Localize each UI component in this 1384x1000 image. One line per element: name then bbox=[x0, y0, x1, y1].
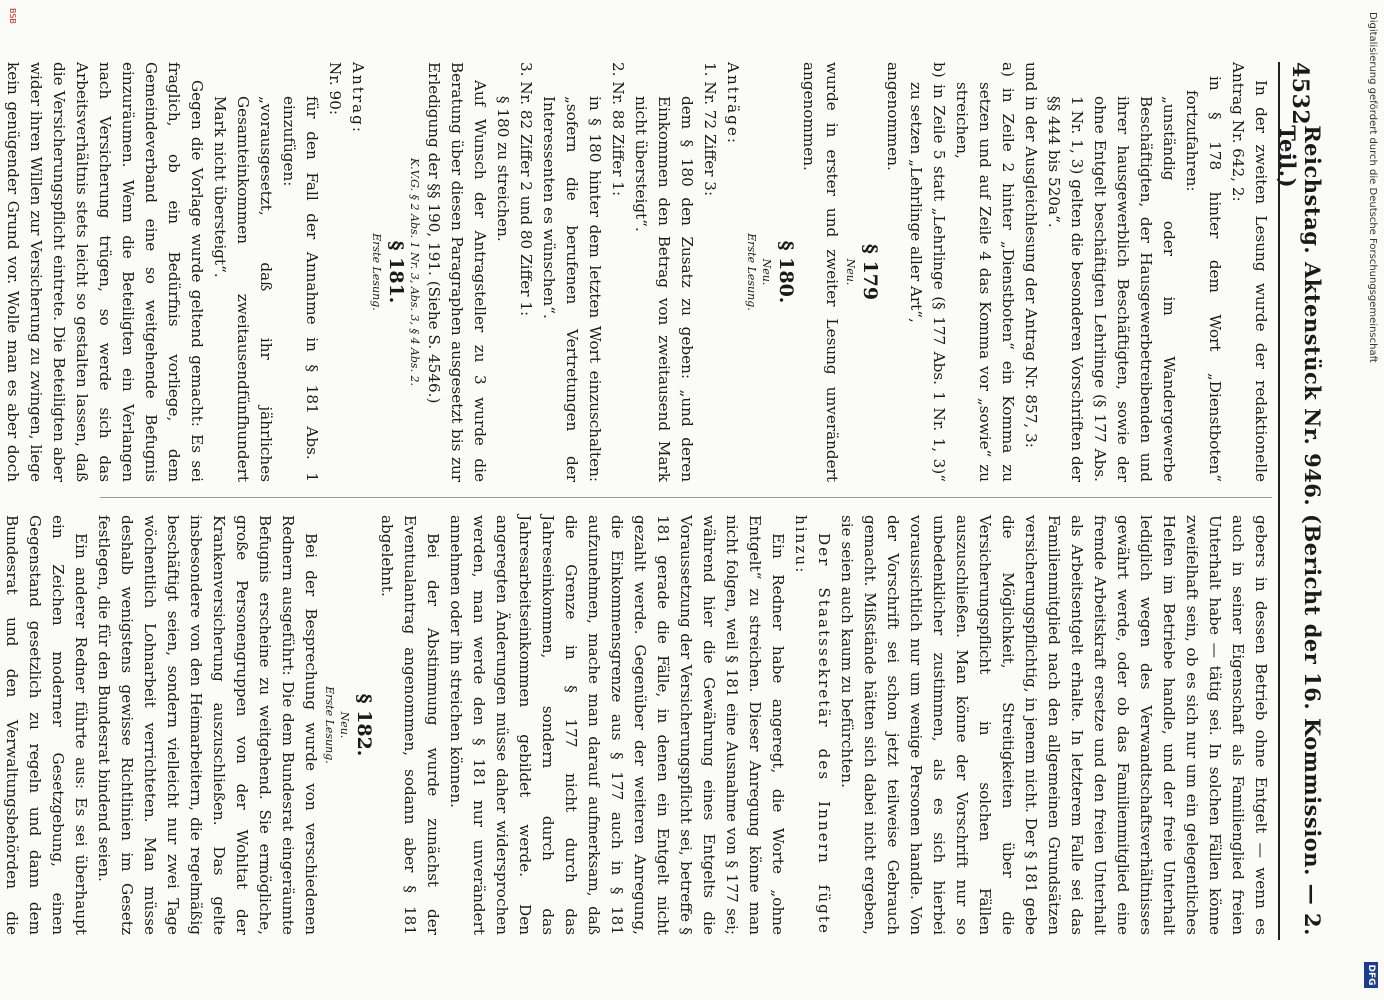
paragraph: Ein anderer Redner führte aus: Es sei überhaupt ein Zeichen moderner Gesetzgebung, einen Gegenstand gesetzlich zu regeln und dann dem Bundesrat und den Verwaltungsbehörden die bbox=[3, 515, 90, 935]
section-heading-182: § 182. bbox=[353, 693, 375, 757]
section-heading-180: § 180. bbox=[775, 240, 797, 304]
quoted-text: für den Fall der Annahme in § 181 Abs. 1 einzufügen: bbox=[280, 96, 321, 482]
section-heading-181: § 181. bbox=[385, 240, 407, 304]
list-item: b) in Zeile 5 statt „Lehrlinge (§ 177 Abs. 1 Nr. 1, 3)“ zu setzen „Lehrlinge aller Art“, bbox=[907, 62, 948, 482]
section-heading-179: § 179 bbox=[859, 243, 881, 301]
paragraph: Gegen die Vorlage wurde geltend gemacht: Es sei fraglich, ob ein Bedürfnis vorliege, dem Gemeindeverband eine so weitgehende Befugnis einzuräumen. Wenn die Beteiligten ein Verlangen nach Versicherung trügen, so werde sich das Arbeitsverhältnis stets leicht so gestalten lassen, daß die Versicherungspflicht eintrete. Die Beteiligten aber wider ihren Willen zur Versicherung zu zwingen, liege kein genügender Grund vor. Wolle man es aber doch bbox=[4, 62, 206, 482]
digitization-text: Digitalisierung gefördert durch die Deutsche Forschungsgemeinschaft bbox=[1367, 12, 1378, 363]
paragraph: Bei der Besprechung wurde von verschiedenen Rednern ausgeführt: Die dem Bundesrat eingeräumte Befugnis erscheine zu weitgehend. Sie ermögliche, große Personengruppen von der Wohltat der Krankenversicherung auszuschließen. Das gelte insbesondere von den Heimarbeitern, die regelmäßig beschäftigt seien, sondern vielleicht nur zwei Tage wöchentlich Lohnarbeit verrichteten. Man müsse deshalb wenigstens gewisse Richtlinien im Gesetz festlegen, die für den Bundesrat bindend seien. bbox=[95, 515, 320, 935]
paragraph: In der zweiten Lesung wurde der redaktionelle Antrag Nr. 642, 2: bbox=[1229, 62, 1270, 482]
section-note: Erste Lesung. bbox=[323, 686, 336, 764]
paragraph: Anträge: bbox=[724, 62, 742, 145]
digitization-note bbox=[1367, 12, 1378, 988]
paragraph: Bei der Abstimmung wurde zunächst der Eventualantrag angenommen, sodann aber § 181 abgelehnt. bbox=[378, 515, 442, 935]
list-item: 3. Nr. 82 Ziffer 2 und 80 Ziffer 1: bbox=[517, 62, 535, 317]
quoted-text: in § 180 hinter dem letzten Wort einzuschalten: „sofern die berufenen Vertretungen der Interessenten es wünschen“. bbox=[540, 96, 604, 482]
header-rule bbox=[1278, 62, 1280, 940]
section-note: Neu. bbox=[338, 711, 351, 739]
reference-note: K.V.G. § 2 Abs. 1 Nr. 3, Abs. 3, § 4 Abs. 2. bbox=[408, 157, 421, 387]
section-note: Neu. bbox=[760, 258, 773, 286]
paragraph: Ein Redner habe angeregt, die Worte „ohne Entgelt“ zu streichen. Dieser Anregung könne man nicht folgen, weil § 181 eine Ausnahme von § 177 sei; während hier die Gewährung eines Entgelts die Voraussetzung der Versicherungspflicht sei, betreffe § 181 gerade die Fälle, in denen ein Entgelt nicht gezahlt werde. Gegenüber der weiteren Anregung, die Einkommensgrenze aus § 177 auch in § 181 aufzunehmen, mache man darauf aufmerksam, daß die Grenze in § 177 nicht durch das Jahreseinkommen, sondern durch das Jahresarbeitseinkommen gebildet werde. Den angeregten Änderungen müsse daher widersprochen werden, man werde den § 181 nur unverändert annehmen oder ihn streichen können. bbox=[447, 515, 787, 935]
library-stamp: BSB bbox=[8, 8, 17, 24]
paragraph: Antrag: bbox=[349, 62, 367, 135]
left-column bbox=[4, 62, 1272, 482]
paragraph: angenommen. bbox=[884, 62, 902, 171]
right-column bbox=[3, 515, 1272, 935]
list-item: Nr. 90: bbox=[326, 62, 344, 115]
list-item: a) in Zeile 2 hinter „Dienstboten“ ein Komma zu setzen und auf Zeile 4 das Komma vor „sowie“ zu streichen, bbox=[953, 62, 1017, 482]
list-item: 1. Nr. 72 Ziffer 3: bbox=[701, 62, 719, 197]
column-divider bbox=[100, 497, 1272, 498]
list-item: 2. Nr. 88 Ziffer 1: bbox=[609, 62, 627, 197]
dfg-logo: DFG bbox=[1364, 962, 1378, 988]
page-header bbox=[1275, 62, 1325, 940]
paragraph: in § 178 hinter dem Wort „Dienstboten“ fortzufahren: bbox=[1183, 76, 1224, 482]
paragraph: Auf Wunsch der Antragsteller zu 3 wurde die Beratung über diesen Paragraphen ausgesetzt bis zur Erledigung der §§ 190, 191. (Siehe S. 4546.) bbox=[425, 62, 489, 482]
section-note: Erste Lesung. bbox=[370, 233, 383, 311]
paragraph: wurde in erster und zweiter Lesung unverändert angenommen. bbox=[800, 62, 841, 482]
quoted-text: „unständig oder im Wandergewerbe Beschäftigten, der Hausgewerbetreibenden und ihrer hausgewerblich Beschäftigten, sowie der ohne Entgelt beschäftigten Lehrlinge (§ 177 Abs. 1 Nr. 1, 3) gelten die besonderen Vorschriften der §§ 444 bis 520a“. bbox=[1045, 96, 1178, 482]
page-number: 4532 bbox=[1287, 62, 1313, 126]
quoted-text: „vorausgesetzt, daß ihr jährliches Gesamteinkommen zweitausendfünfhundert Mark nicht übersteigt“. bbox=[211, 96, 275, 482]
paragraph: gebers in dessen Betrieb ohne Entgelt — wenn es auch in seiner Eigenschaft als Familienglied freien Unterhalt habe — tätig sei. In solchen Fällen könne zweifelhaft sein, ob es sich nur um ein gelegentliches Helfen im Betriebe handle, und der freie Unterhalt lediglich wegen des Verwandtschaftsverhältnisses gewährt werde, oder ob das Familienmitglied eine fremde Arbeitskraft ersetze und den freien Unterhalt als Arbeitsentgelt erhalte. In letzterem Falle sei das Familienmitglied nach den allgemeinen Grundsätzen versicherungspflichtig, in jenem nicht. Der § 181 gebe die Möglichkeit, Streitigkeiten über die Versicherungspflicht in solchen Fällen auszuschließen. Man könne der Vorschrift nur so unbedenklicher zustimmen, als es sich hierbei voraussichtlich nur um wenige Personen handle. Von der Vorschrift sei schon jetzt teilweise Gebrauch gemacht. Mißstände hätten sich dabei nicht ergeben, sie seien auch kaum zu befürchten. bbox=[838, 515, 1270, 935]
section-note: Erste Lesung. bbox=[745, 233, 758, 311]
paragraph: und in der Ausgleichlesung der Antrag Nr. 857, 3: bbox=[1022, 62, 1040, 448]
section-note: Neu. bbox=[844, 258, 857, 286]
paragraph: Der Staatssekretär des Innern fügte hinzu: bbox=[792, 515, 833, 935]
quoted-text: dem § 180 den Zusatz zu geben: „und deren Einkommen den Betrag von zweitausend Mark nicht übersteigt“. bbox=[632, 96, 696, 482]
quoted-text: § 180 zu streichen. bbox=[494, 96, 512, 242]
page-title: Reichstag. Aktenstück Nr. 946. (Bericht der 16. Kommission. — 2. Teil.) bbox=[1275, 125, 1325, 936]
